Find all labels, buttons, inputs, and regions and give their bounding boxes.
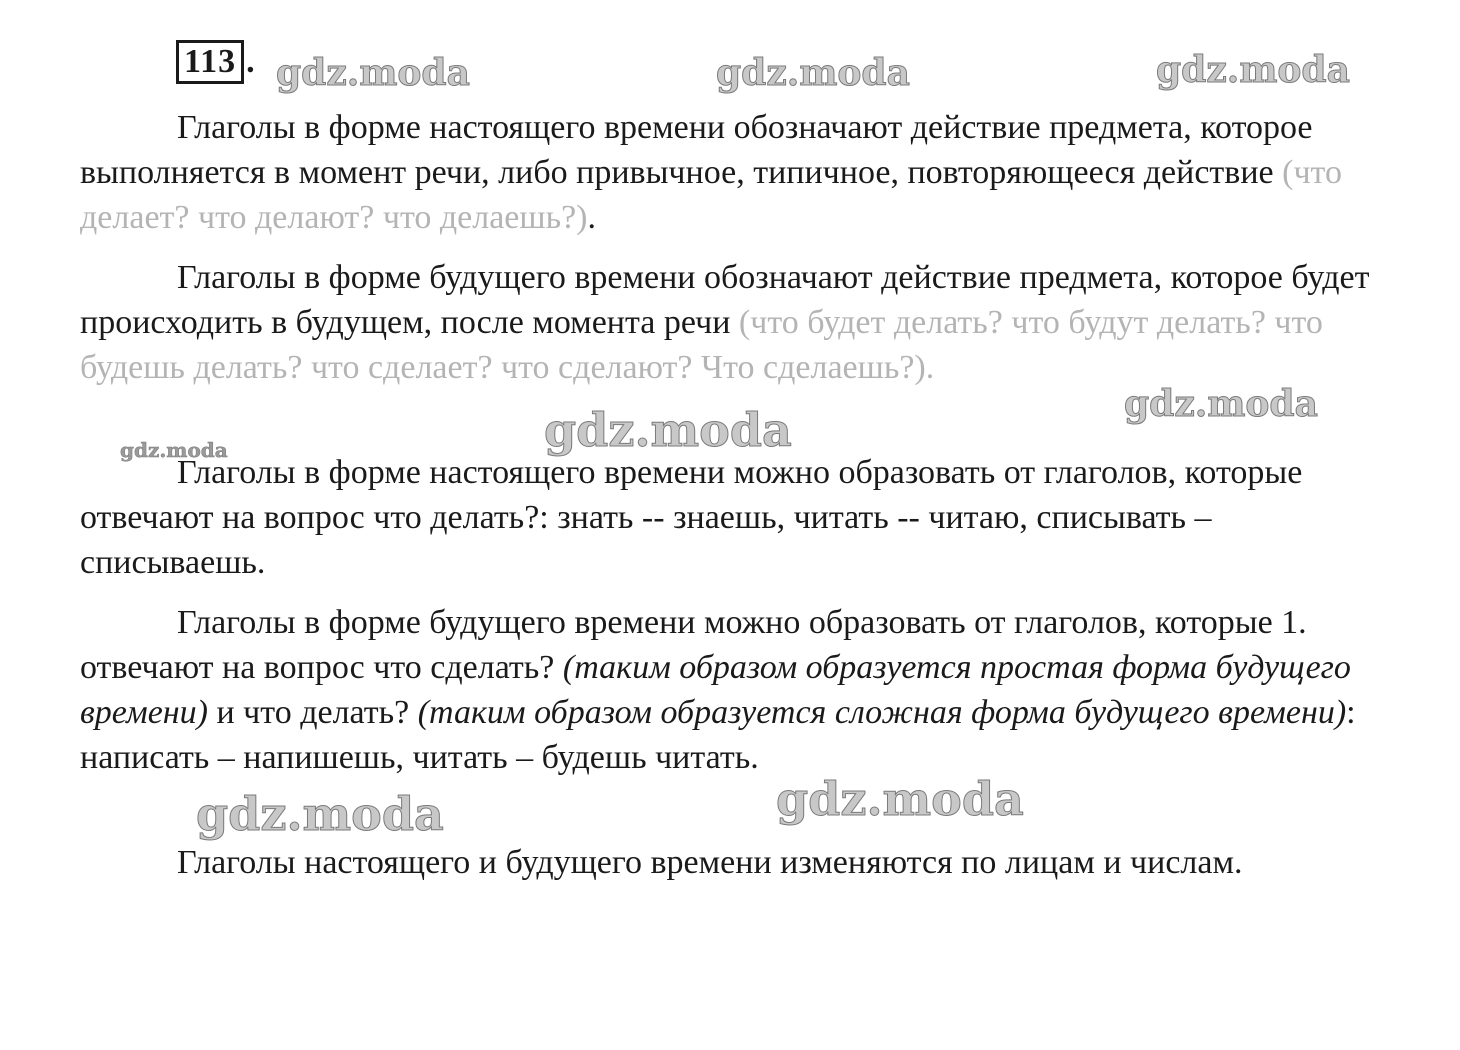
italic-note-compound-form: (таким образом образуется сложная форма будущего времени) [417,694,1347,731]
exercise-number-box: 113 [176,40,244,84]
exercise-number [176,38,268,86]
paragraph-text: Глаголы в форме настоящего времени можно образовать от глаголов, которые отвечают на вопрос что делать?: знать -- знаешь, читать -- читаю, списывать – списываешь. [80,454,1303,581]
paragraph-tail: . [925,349,935,386]
paragraph-present-tense-formation [80,450,1380,585]
watermark-logo: gdz.moda [1156,49,1350,91]
paragraph-text-part2: и что делать? [207,694,418,731]
watermark-logo: gdz.moda [120,438,228,462]
watermark-logo: gdz.moda [1124,383,1318,425]
italic-note-simple-form: (таким образом образуется простая форма будущего времени) [80,649,1351,731]
paragraph-future-tense-meaning [80,255,1380,390]
paragraph-text: Глаголы настоящего и будущего времени изменяются по лицам и числам. [177,844,1243,881]
question-hint: (что будет делать? что будут делать? что будешь делать? что сделает? что сделают? Что сделаешь?) [80,304,1323,386]
question-hint: (что делает? что делают? что делаешь?) [80,154,1342,236]
watermark-logo: gdz.moda [776,772,1024,826]
watermark-logo: gdz.moda [196,787,444,841]
paragraph-text-part1: Глаголы в форме будущего времени можно образовать от глаголов, которые 1. отвечают на вопрос что сделать? [80,604,1307,686]
paragraph-present-tense-meaning [80,105,1380,240]
paragraph-person-number-change [80,840,1380,885]
paragraph-text: Глаголы в форме будущего времени обозначают действие предмета, которое будет происходить в будущем, после момента речи [80,259,1370,341]
watermark-logo: gdz.moda [544,403,792,457]
paragraph-text-part3: : написать – напишешь, читать – будешь читать. [80,694,1356,776]
paragraph-tail: . [587,199,596,236]
exercise-number-dot: . [246,43,255,80]
paragraph-text: Глаголы в форме настоящего времени обозначают действие предмета, которое выполняется в момент речи, либо привычное, типичное, повторяющееся действие [80,109,1313,191]
watermark-logo: gdz.moda [716,52,910,94]
watermark-logo: gdz.moda [276,52,470,94]
paragraph-future-tense-formation [80,600,1380,780]
